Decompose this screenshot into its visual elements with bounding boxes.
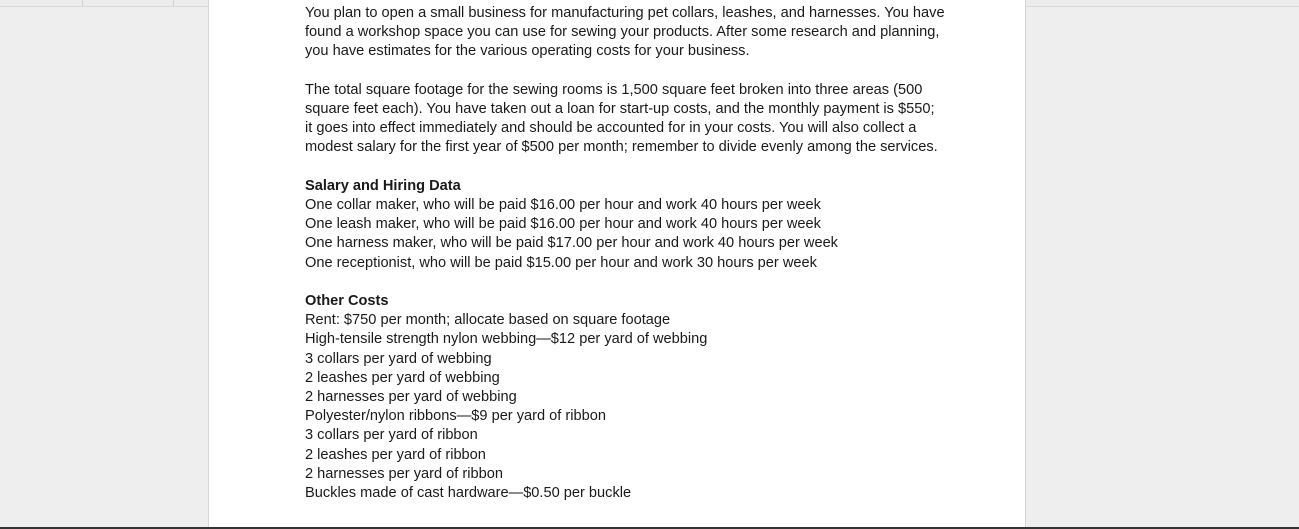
salary-hiring-section xyxy=(305,177,945,273)
ruler-divider xyxy=(173,0,174,6)
document-page[interactable] xyxy=(208,0,1026,529)
cost-line: High-tensile strength nylon webbing—$12 per yard of webbing xyxy=(305,331,708,348)
salary-hiring-heading: Salary and Hiring Data xyxy=(305,177,461,194)
page-content[interactable] xyxy=(305,4,945,522)
salary-line: One receptionist, who will be paid $15.00 per hour and work 30 hours per week xyxy=(305,254,817,271)
cost-line: 2 harnesses per yard of webbing xyxy=(305,389,517,406)
salary-line: One harness maker, who will be paid $17.00 per hour and work 40 hours per week xyxy=(305,235,838,252)
loan-salary-paragraph: The total square footage for the sewing rooms is 1,500 square feet broken into three areas (500 square feet each). You have taken out a loan for start-up costs, and the monthly payment is $550; it goes into effect immediately and should be accounted for in your costs. You will also collect a modest salary for the first year of $500 per month; remember to divide evenly among the services. xyxy=(305,81,938,156)
cost-line: 3 collars per yard of webbing xyxy=(305,350,492,367)
other-costs-heading: Other Costs xyxy=(305,293,389,309)
cost-line: 2 harnesses per yard of ribbon xyxy=(305,465,503,482)
ruler-divider xyxy=(82,0,83,6)
cost-line: Buckles made of cast hardware—$0.50 per buckle xyxy=(305,485,632,502)
cost-line: 2 leashes per yard of ribbon xyxy=(305,446,486,463)
other-costs-section xyxy=(305,292,945,503)
cost-line: 3 collars per yard of ribbon xyxy=(305,427,478,444)
cost-line: Rent: $750 per month; allocate based on square footage xyxy=(305,312,671,329)
salary-line: One leash maker, who will be paid $16.00 per hour and work 40 hours per week xyxy=(305,216,821,233)
cost-line: Polyester/nylon ribbons—$9 per yard of ribbon xyxy=(305,408,606,425)
intro-paragraph: You plan to open a small business for manufacturing pet collars, leashes, and harnesses. You have found a workshop space you can use for sewing your products. After some research and planning, you have estimates for the various operating costs for your business. xyxy=(305,5,945,60)
cost-line: 2 leashes per yard of webbing xyxy=(305,369,500,386)
salary-line: One collar maker, who will be paid $16.00 per hour and work 40 hours per week xyxy=(305,197,821,213)
